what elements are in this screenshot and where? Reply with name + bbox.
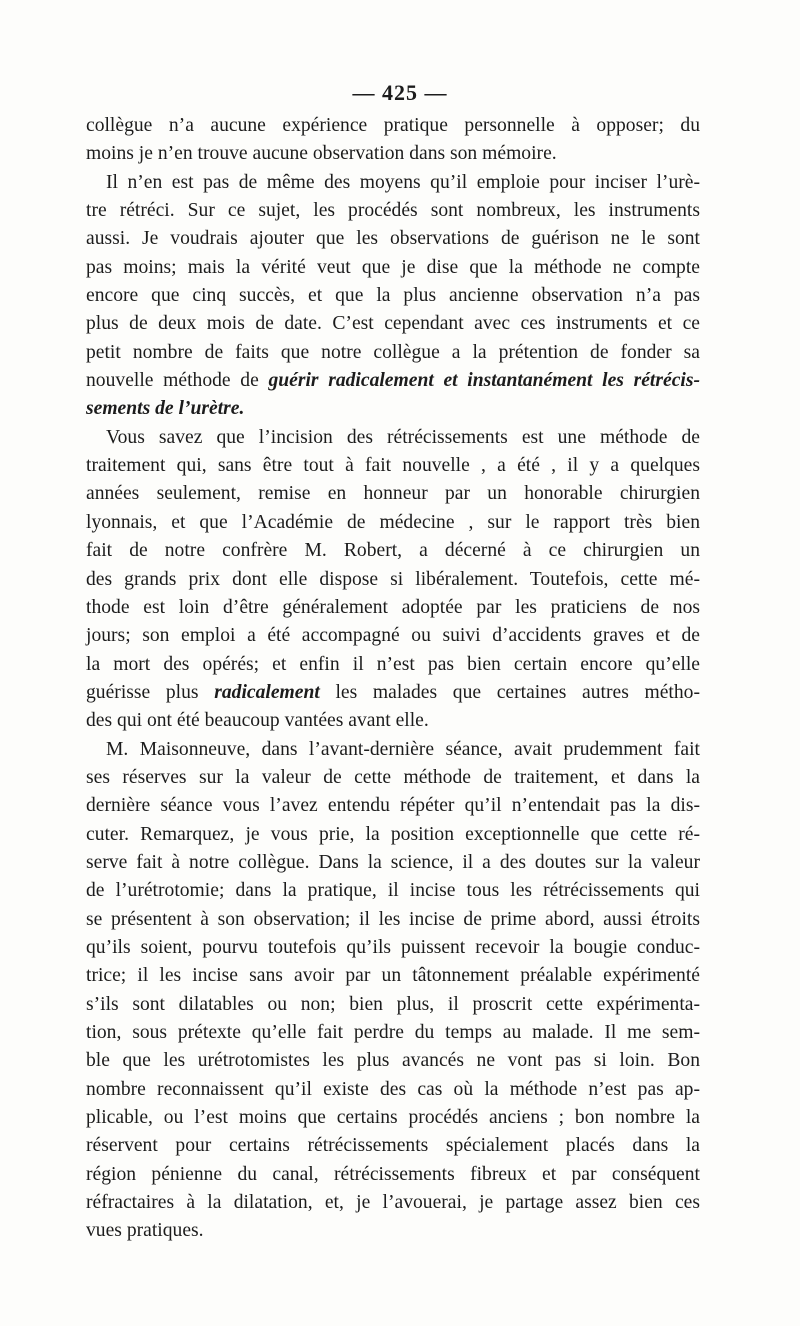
page-number: — 425 —	[352, 80, 448, 105]
text-line: lyonnais, et que l’Académie de médecine , sur le rapport très bien	[86, 511, 700, 533]
text-line-mixed	[86, 367, 700, 395]
text-line: encore que cinq succès, et que la plus ancienne observation n’a pas	[86, 285, 700, 307]
paragraph-1	[86, 112, 700, 169]
text-line: tion, sous prétexte qu’elle fait perdre du temps au malade. Il me sem-	[86, 1022, 700, 1043]
text-line: ses réserves sur la valeur de cette méthode de traitement, et dans la	[86, 766, 700, 788]
italic-phrase: guérir radicalement et instantanément les rétrécis-	[268, 370, 700, 392]
text-line: collègue n’a aucune expérience pratique personnelle à opposer; du	[86, 115, 700, 136]
text-line: M. Maisonneuve, dans l’avant-dernière séance, avait prudemment fait	[106, 738, 700, 760]
italic-phrase-end: sements de l’urètre.	[86, 398, 245, 420]
text-fragment: guérisse plus	[86, 681, 215, 703]
text-line: aussi. Je voudrais ajouter que les observations de guérison ne le sont	[86, 228, 700, 250]
text-line: réservent pour certains rétrécissements spécialement placés dans la	[86, 1135, 700, 1157]
text-line: Vous savez que l’incision des rétrécissements est une méthode de	[106, 426, 700, 448]
text-line: moins je n’en trouve aucune observation dans son mémoire.	[86, 143, 557, 165]
text-line: cuter. Remarquez, je vous prie, la position exceptionnelle que cette ré-	[86, 823, 700, 845]
text-line: de l’urétrotomie; dans la pratique, il incise tous les rétrécissements qui	[86, 880, 700, 902]
text-line: région pénienne du canal, rétrécissements fibreux et par conséquent	[86, 1163, 700, 1185]
text-line: serve fait à notre collègue. Dans la science, il a des doutes sur la valeur	[86, 851, 700, 873]
text-line: nombre reconnaissent qu’il existe des cas où la méthode n’est pas ap-	[86, 1078, 700, 1100]
body-text	[86, 112, 700, 1246]
text-line: se présentent à son observation; il les incise de prime abord, aussi étroits	[86, 908, 700, 930]
text-line: petit nombre de faits que notre collègue a la prétention de fonder sa	[86, 341, 700, 363]
text-line: des grands prix dont elle dispose si libéralement. Toutefois, cette mé-	[86, 568, 700, 590]
text-line: s’ils sont dilatables ou non; bien plus, il proscrit cette expérimenta-	[86, 993, 700, 1015]
paragraph-4	[86, 736, 700, 1246]
text-line: ble que les urétrotomistes les plus avancés ne vont pas si loin. Bon	[86, 1050, 700, 1072]
text-fragment: nouvelle méthode de	[86, 370, 269, 392]
text-line: la mort des opérés; et enfin il n’est pas bien certain encore qu’elle	[86, 653, 700, 675]
text-line: fait de notre confrère M. Robert, a décerné à ce chirurgien un	[86, 540, 700, 562]
text-fragment: les malades que certaines autres métho-	[319, 681, 700, 703]
paragraph-2	[86, 169, 700, 424]
text-line: qu’ils soient, pourvu toutefois qu’ils puissent recevoir la bougie conduc-	[86, 936, 700, 958]
text-line	[86, 395, 700, 423]
text-line: jours; son emploi a été accompagné ou suivi d’accidents graves et de	[86, 625, 700, 647]
text-line: thode est loin d’être généralement adoptée par les praticiens de nos	[86, 596, 700, 618]
text-line: dernière séance vous l’avez entendu répéter qu’il n’entendait pas la dis-	[86, 795, 700, 817]
text-line: Il n’en est pas de même des moyens qu’il emploie pour inciser l’urè-	[106, 171, 700, 193]
paragraph-3	[86, 424, 700, 736]
text-line: pas moins; mais la vérité veut que je dise que la méthode ne compte	[86, 256, 700, 278]
text-line: réfractaires à la dilatation, et, je l’avouerai, je partage assez bien ces	[86, 1192, 700, 1214]
text-line: années seulement, remise en honneur par un honorable chirurgien	[86, 483, 700, 505]
text-line: vues pratiques.	[86, 1220, 204, 1242]
text-line: plus de deux mois de date. C’est cependant avec ces instruments et ce	[86, 313, 700, 335]
text-line: tre rétréci. Sur ce sujet, les procédés sont nombreux, les instruments	[86, 200, 700, 222]
italic-word: radicalement	[214, 681, 320, 703]
text-line: trice; il les incise sans avoir par un tâtonnement préalable expérimenté	[86, 965, 700, 987]
text-line-mixed	[86, 679, 700, 707]
text-line: plicable, ou l’est moins que certains procédés anciens ; bon nombre la	[86, 1107, 700, 1129]
text-line: des qui ont été beaucoup vantées avant elle.	[86, 710, 429, 732]
text-line: traitement qui, sans être tout à fait nouvelle , a été , il y a quelques	[86, 455, 700, 477]
